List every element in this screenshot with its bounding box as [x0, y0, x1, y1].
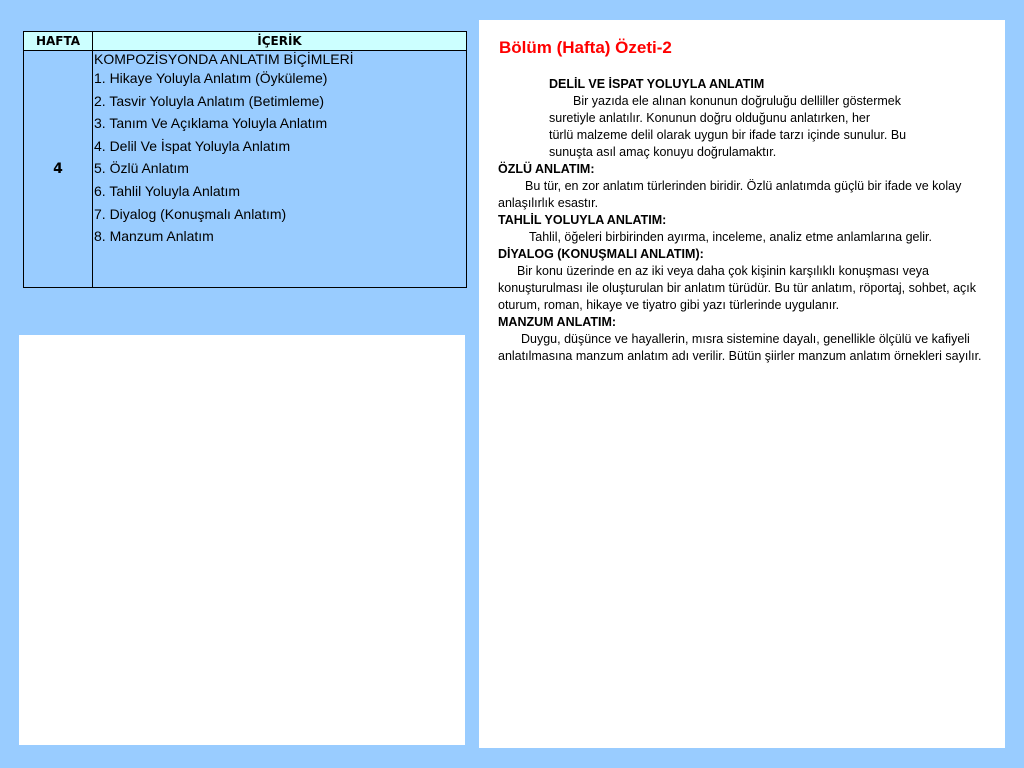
content-line: 3. Tanım Ve Açıklama Yoluyla Anlatım	[94, 115, 328, 132]
week-number: 4	[24, 51, 93, 288]
summary-title: Bölüm (Hafta) Özeti-2	[499, 38, 672, 57]
tahlil-text: Tahlil, öğeleri birbirinden ayırma, inceleme, analiz etme anlamlarına gelir.	[529, 230, 932, 244]
table-header-row	[24, 32, 467, 51]
header-content: İÇERİK	[93, 32, 467, 51]
content-line: 1. Hikaye Yoluyla Anlatım (Öyküleme)	[94, 70, 328, 86]
content-line-heading: KOMPOZİSYONDA ANLATIM BİÇİMLERİ	[94, 51, 354, 67]
delil-line: sunuşta asıl amaç konuyu doğrulamaktır.	[549, 145, 777, 159]
ozlu-text: Bu tür, en zor anlatım türlerinden biridir. Özlü anlatımda güçlü bir ifade ve kolay anlaşılırlık esastır.	[498, 179, 962, 210]
blank-panel	[19, 335, 465, 745]
week-table	[23, 31, 467, 288]
delil-line: Bir yazıda ele alınan konunun doğruluğu delliller göstermek	[573, 94, 901, 108]
content-line: 8. Manzum Anlatım	[94, 228, 214, 245]
summary-panel	[479, 20, 1005, 748]
delil-line: suretiyle anlatılır. Konunun doğru olduğunu anlatırken, her	[549, 111, 871, 125]
content-cell	[93, 51, 467, 288]
content-line: 5. Özlü Anlatım	[94, 160, 189, 177]
content-line: 2. Tasvir Yoluyla Anlatım (Betimleme)	[94, 92, 325, 109]
delil-section	[498, 76, 998, 161]
delil-heading: DELİL VE İSPAT YOLUYLA ANLATIM	[549, 77, 765, 91]
delil-line: türlü malzeme delil olarak uygun bir ifade tarzı içinde sunulur. Bu	[549, 128, 907, 142]
table-row	[24, 51, 467, 288]
content-line: 7. Diyalog (Konuşmalı Anlatım)	[94, 205, 287, 222]
tahlil-heading: TAHLİL YOLUYLA ANLATIM:	[498, 213, 667, 227]
summary-body	[498, 76, 998, 365]
content-line: 4. Delil Ve İspat Yoluyla Anlatım	[94, 137, 291, 154]
manzum-text: Duygu, düşünce ve hayallerin, mısra sistemine dayalı, genellikle ölçülü ve kafiyeli anlatılmasına manzum anlatım adı verilir. Bütün şiirler manzum anlatım örnekleri sayılır.	[498, 332, 982, 363]
ozlu-heading: ÖZLÜ ANLATIM:	[498, 162, 595, 176]
content-line: 6. Tahlil Yoluyla Anlatım	[94, 182, 241, 199]
header-week: HAFTA	[24, 32, 93, 51]
manzum-heading: MANZUM ANLATIM:	[498, 315, 617, 329]
diyalog-text: Bir konu üzerinde en az iki veya daha çok kişinin karşılıklı konuşması veya konuşturulması ile oluşturulan bir anlatım türüdür. Bu tür anlatım, röportaj, sohbet, açık oturum, roman, hikaye ve tiyatro gibi yazı türlerinde uygulanır.	[498, 264, 977, 312]
diyalog-heading: DİYALOG (KONUŞMALI ANLATIM):	[498, 247, 704, 261]
